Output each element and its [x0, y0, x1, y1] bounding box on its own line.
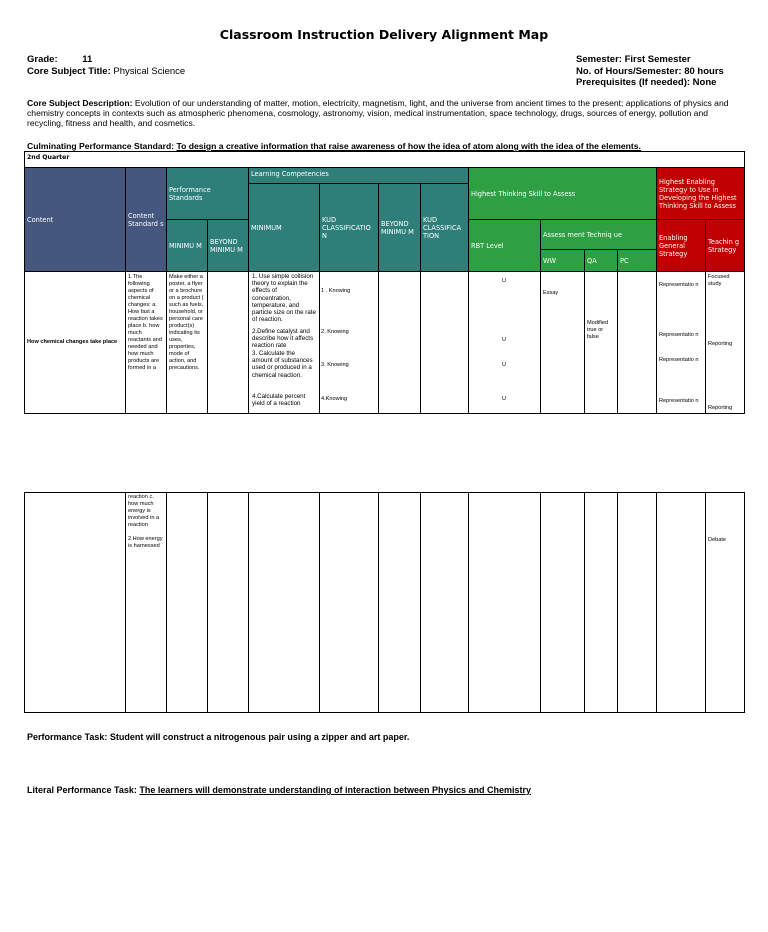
header-performance-standards: Performance Standards	[167, 168, 249, 220]
header-enabling-strategy: Enabling General Strategy	[657, 220, 706, 272]
content-cell-cont	[25, 493, 126, 713]
description-text: Evolution of our understanding of matter, motion, electricity, magnetism, light, and the universe from ancient times to the present; applications of physics and chemistry concepts in contexts such as atmospheric phenomena, cosmology, astronomy, vision, medical instrumentation, space technology, drugs, sources of energy, pollution and recycling, fitness and health, and cosmetics.	[27, 98, 729, 129]
header-kud-1: KUD CLASSIFICATIO N	[320, 184, 379, 272]
header-assessment-technique: Assess ment Techniq ue	[541, 220, 657, 250]
rbt-cell	[469, 272, 541, 414]
header-rbt-level: RBT Level	[469, 220, 541, 272]
kud-2-cell-cont	[421, 493, 469, 713]
prerequisites: Prerequisites (If needed): None	[576, 77, 717, 88]
rbt-2: U	[502, 337, 507, 343]
header-highest-enabling: Highest Enabling Strategy to Use in Developing the Highest Thinking Skill to Assess	[657, 168, 745, 220]
kud-cell-cont	[320, 493, 379, 713]
ps-minimum-cell-cont	[167, 493, 208, 713]
quarter-label: 2nd Quarter	[27, 154, 70, 161]
enabling-2: Representatio n	[659, 332, 699, 338]
header-lc-beyond: BEYOND MINIMU M	[379, 184, 421, 272]
kud-2: 2. Knowing	[321, 329, 349, 335]
header-pc: PC	[618, 250, 657, 272]
semester: Semester: First Semester	[576, 54, 691, 65]
page-title: Classroom Instruction Delivery Alignment Map	[219, 27, 549, 42]
subject-description	[27, 98, 742, 129]
alignment-table-continued	[24, 492, 745, 713]
competency-2: 2.Define catalyst and describe how it affects reaction rate	[252, 328, 314, 350]
grade-label: Grade:	[27, 54, 58, 65]
header-ps-beyond: BEYOND MINIMU M	[208, 220, 249, 272]
enabling-cell	[657, 272, 706, 414]
qa-value: Modified true or false	[587, 320, 609, 340]
grade-value: 11	[82, 54, 93, 65]
literal-performance-task	[27, 785, 531, 795]
teaching-cell	[706, 272, 745, 414]
grade-line	[27, 54, 92, 66]
header-ww: WW	[541, 250, 585, 272]
qa-cell-cont	[585, 493, 618, 713]
culminating-standard	[27, 141, 641, 151]
culminating-text: To design a creative information that raise awareness of how the idea of atom along with the idea of the elements.	[176, 141, 641, 151]
ps-minimum-cell: Make either a poster, a flyer or a brochure on a product ( such as fuels, household, or personal care product(s) indicating its uses, properties, mode of action, and precautions.	[167, 272, 208, 414]
header-content: Content	[25, 168, 126, 272]
competency-3: 3. Calculate the amount of substances used or produced in a chemical reaction.	[252, 350, 313, 379]
competencies-cell-cont	[249, 493, 320, 713]
literal-task-text: The learners will demonstrate understanding of interaction between Physics and Chemistry	[139, 785, 531, 795]
kud-3: 3. Knowing	[321, 362, 349, 368]
content-cell: How chemical changes take place	[25, 272, 126, 414]
competency-4: 4.Calculate percent yield of a reaction	[252, 393, 306, 408]
header-highest-thinking: Highest Thinking Skill to Assess	[469, 168, 657, 220]
qa-cell	[585, 272, 618, 414]
enabling-4: Representatio n	[659, 398, 699, 404]
pc-cell-cont	[618, 493, 657, 713]
content-standards-cell-cont: reaction c. how much energy is involved in a reaction 2.How energy is harnessed	[126, 493, 167, 713]
teaching-3: Reporting	[708, 405, 733, 411]
enabling-cell-cont	[657, 493, 706, 713]
kud-cell	[320, 272, 379, 414]
lc-beyond-cell	[379, 272, 421, 414]
header-content-standards: Content Standard s	[126, 168, 167, 272]
rbt-1: U	[502, 278, 507, 284]
content-standards-cell: 1.The following aspects of chemical changes: a. How fast a reaction takes place b. how much reactants and needed and how much products are formed in a	[126, 272, 167, 414]
rbt-3: U	[502, 362, 507, 368]
competencies-cell	[249, 272, 320, 414]
subject-label: Core Subject Title:	[27, 66, 111, 77]
ww-cell-cont	[541, 493, 585, 713]
quarter-cell	[25, 152, 745, 168]
competency-1: 1. Use simple collision theory to explain the effects of concentration, temperature, and particle size on the rate of reaction.	[252, 273, 316, 324]
header-teaching-strategy: Teachin g Strategy	[706, 220, 745, 272]
literal-task-label: Literal Performance Task:	[27, 785, 137, 795]
enabling-1: Representatio n	[659, 282, 699, 288]
rbt-cell-cont	[469, 493, 541, 713]
kud-1: 1 . Knowing	[321, 288, 351, 294]
table-row	[25, 493, 745, 713]
hours: No. of Hours/Semester: 80 hours	[576, 66, 724, 77]
alignment-table	[24, 151, 745, 414]
description-label: Core Subject Description:	[27, 98, 133, 108]
subject-value: Physical Science	[113, 66, 186, 77]
ww-cell	[541, 272, 585, 414]
ps-beyond-cell	[208, 272, 249, 414]
subject-line	[27, 66, 185, 78]
header-ps-minimum: MINIMU M	[167, 220, 208, 272]
header-kud-2: KUD CLASSIFICA TION	[421, 184, 469, 272]
rbt-4: U	[502, 396, 507, 402]
ps-beyond-cell-cont	[208, 493, 249, 713]
teaching-cell-cont	[706, 493, 745, 713]
ww-value: Essay	[543, 290, 559, 296]
enabling-3: Representatio n	[659, 357, 699, 363]
lc-beyond-cell-cont	[379, 493, 421, 713]
table-row	[25, 272, 745, 414]
teaching-1: Focused study	[708, 274, 730, 287]
header-learning-competencies: Learning Competencies	[249, 168, 469, 184]
kud-2-cell	[421, 272, 469, 414]
header-qa: QA	[585, 250, 618, 272]
teaching-2: Reporting	[708, 341, 733, 347]
teaching-debate: Debate	[708, 537, 727, 543]
kud-4: 4.Knowing	[321, 396, 348, 402]
performance-task: Performance Task: Student will construct a nitrogenous pair using a zipper and art paper.	[27, 732, 410, 742]
pc-cell	[618, 272, 657, 414]
culminating-label: Culminating Performance Standard:	[27, 141, 175, 151]
header-lc-minimum: MINIMUM	[249, 184, 320, 272]
